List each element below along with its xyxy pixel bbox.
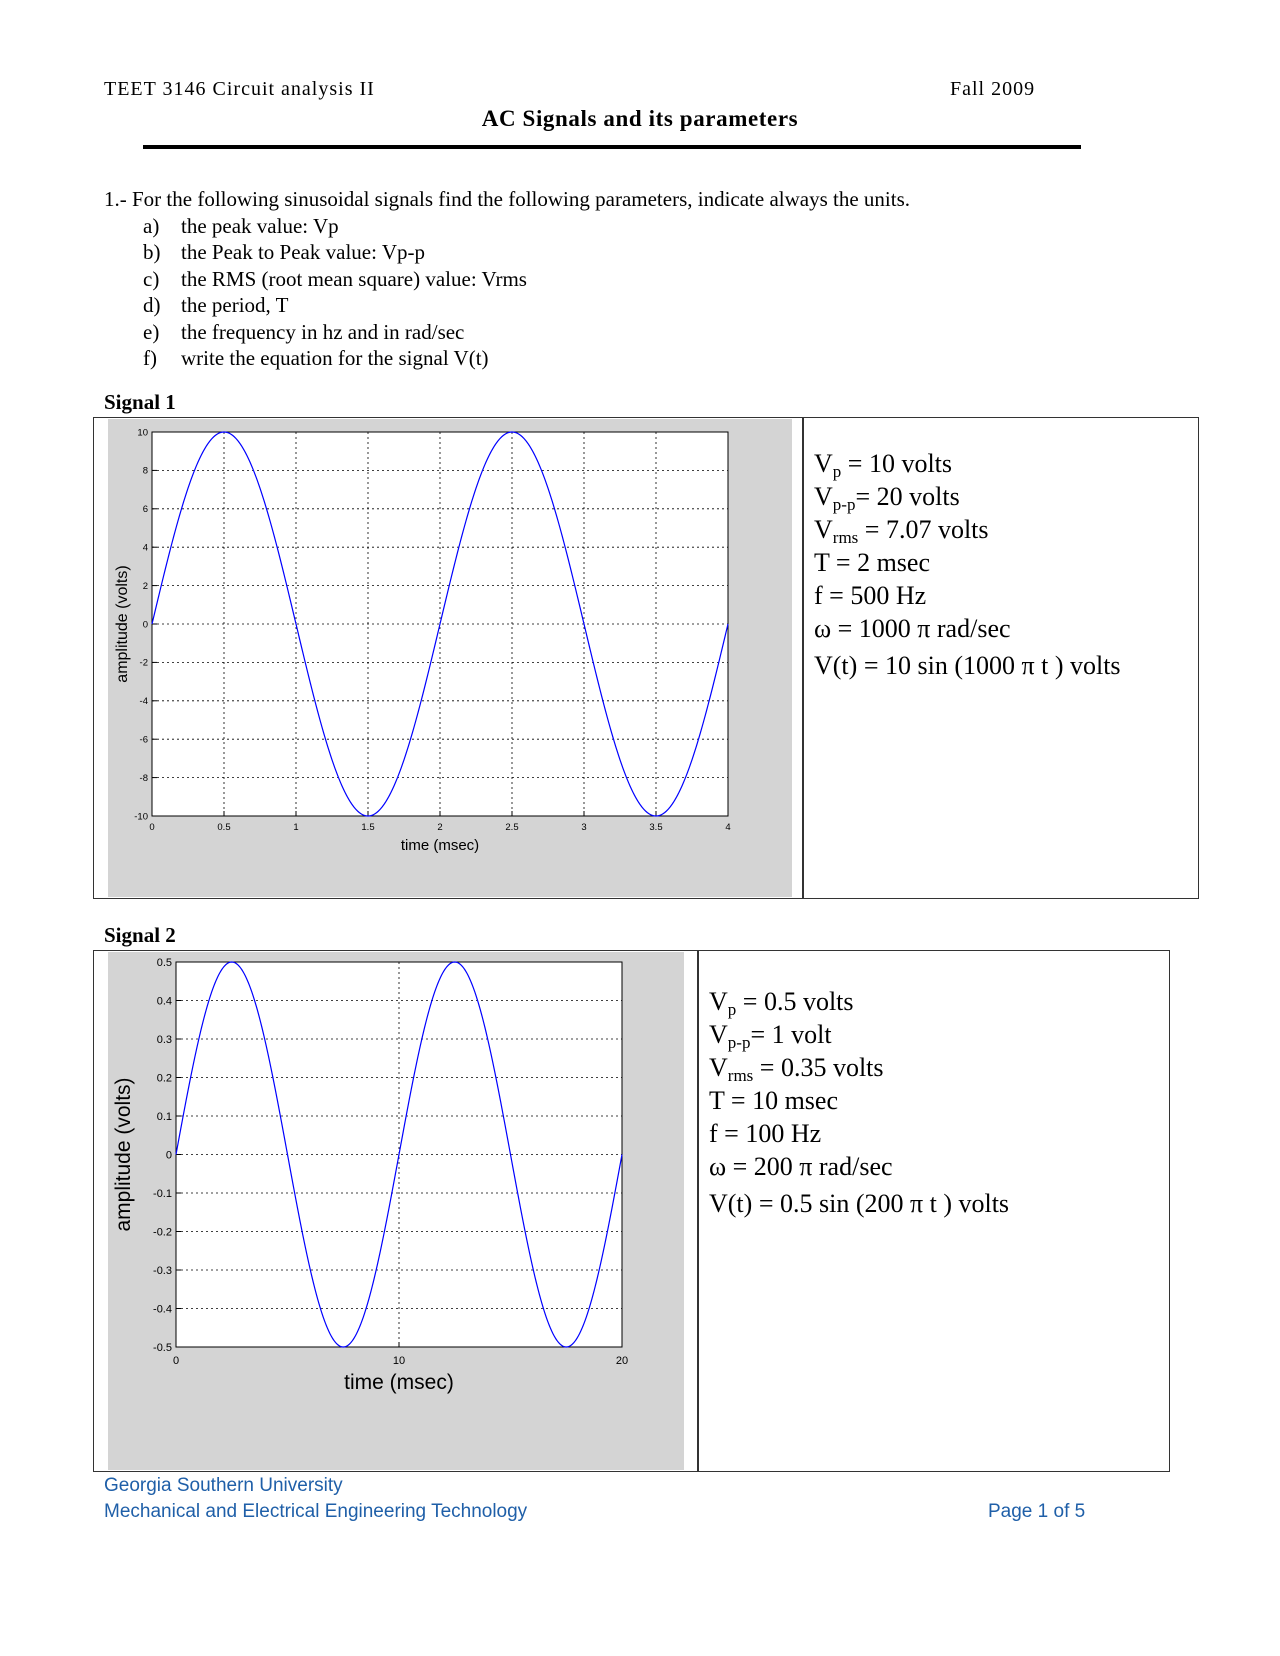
y-tick-label: 4 [142, 542, 148, 554]
signal1-vrms: $V_{rms} = 7.07$ volts [814, 515, 989, 547]
y-tick-label: 0.2 [156, 1072, 172, 1085]
y-tick-label: -0.2 [153, 1226, 172, 1239]
header-rule [143, 145, 1081, 149]
signal1-angular-frequency: ω = 1000 π rad/sec [814, 614, 1011, 643]
signal1-frequency: f = 500 Hz [814, 581, 927, 610]
list-item: e) the frequency in hz and in rad/sec [143, 319, 465, 344]
y-tick-label: -0.4 [153, 1303, 172, 1316]
x-tick-label: 1 [293, 822, 299, 833]
x-axis-label: time (msec) [344, 1371, 454, 1394]
y-tick-label: -0.5 [153, 1341, 172, 1354]
y-tick-label: -2 [139, 657, 148, 669]
y-tick-label: -4 [139, 696, 148, 708]
x-tick-label: 4 [725, 822, 731, 833]
signal1-divider [802, 417, 804, 899]
x-tick-label: 2 [437, 822, 443, 833]
y-tick-label: 0 [165, 1149, 172, 1162]
problem-intro: 1.- For the following sinusoidal signals find the following parameters, indicate always the units. [104, 187, 911, 211]
x-tick-label: 3.5 [649, 822, 663, 833]
y-tick-label: 2 [142, 580, 148, 592]
list-item: d) the period, T [143, 293, 289, 318]
signal2-angular-frequency: ω = 200 π rad/sec [709, 1152, 893, 1181]
y-tick-label: -0.1 [153, 1187, 172, 1200]
signal2-period: T = 10 msec [709, 1086, 838, 1115]
y-tick-label: -8 [139, 772, 148, 784]
y-tick-label: 6 [142, 504, 148, 516]
y-tick-label: 10 [137, 427, 148, 439]
page-title: AC Signals and its parameters [481, 106, 799, 131]
signal1-period: T = 2 msec [814, 548, 930, 577]
y-tick-label: 0.3 [156, 1033, 172, 1046]
signal2-vpp: $V_{p-p}= 1$ volt [709, 1020, 832, 1052]
y-tick-label: -10 [134, 811, 148, 823]
x-tick-label: 3 [581, 822, 587, 833]
y-tick-label: 0.5 [156, 956, 172, 969]
signal2-vrms: $V_{rms} = 0.35$ volts [709, 1053, 884, 1085]
signal2-frequency: f = 100 Hz [709, 1119, 822, 1148]
signal1-title: Signal 1 [104, 390, 176, 414]
y-tick-label: 0.1 [156, 1110, 172, 1123]
signal1-equation: V(t) = 10 sin (1000 π t ) volts [814, 651, 1121, 680]
footer-university: Georgia Southern University [104, 1475, 343, 1496]
y-tick-label: -6 [139, 734, 148, 746]
footer-page-number: Page 1 of 5 [988, 1501, 1086, 1522]
x-tick-label: 0 [149, 822, 155, 833]
signal2-equation: V(t) = 0.5 sin (200 π t ) volts [709, 1189, 1010, 1218]
signal2-vp: $V_p = 0.5$ volts [709, 987, 854, 1019]
x-tick-label: 10 [392, 1355, 406, 1367]
list-item: b) the Peak to Peak value: Vp-p [143, 240, 425, 265]
x-axis-label: time (msec) [400, 837, 480, 854]
parameter-list [143, 213, 527, 371]
signal2-title: Signal 2 [104, 923, 176, 947]
y-axis-label: amplitude (volts) [114, 565, 131, 683]
x-tick-label: 1.5 [361, 822, 375, 833]
y-tick-label: 0 [142, 619, 148, 631]
signal2-divider [697, 950, 699, 1472]
y-axis-label: amplitude (volts) [112, 1077, 135, 1232]
y-tick-label: 8 [142, 465, 148, 477]
signal1-vp: $V_p = 10$ volts [814, 449, 953, 481]
list-item: f) write the equation for the signal V(t) [143, 346, 489, 371]
course-header: TEET 3146 Circuit analysis II [104, 78, 375, 100]
signal1-chart [108, 419, 792, 897]
signal1-answers [814, 447, 1121, 682]
signal1-vpp: $V_{p-p}= 20$ volts [814, 482, 960, 514]
signal2-answers [709, 985, 1009, 1220]
y-tick-label: 0.4 [156, 995, 172, 1008]
term-header: Fall 2009 [950, 78, 1036, 100]
signal2-chart [108, 952, 684, 1470]
x-tick-label: 0 [172, 1355, 180, 1367]
list-item: a) the peak value: Vp [143, 214, 339, 238]
y-tick-label: -0.3 [153, 1264, 172, 1277]
x-tick-label: 0.5 [217, 822, 231, 833]
footer-department: Mechanical and Electrical Engineering Technology [104, 1501, 528, 1522]
x-tick-label: 20 [615, 1355, 629, 1367]
x-tick-label: 2.5 [505, 822, 519, 833]
list-item: c) the RMS (root mean square) value: Vrms [143, 266, 527, 291]
